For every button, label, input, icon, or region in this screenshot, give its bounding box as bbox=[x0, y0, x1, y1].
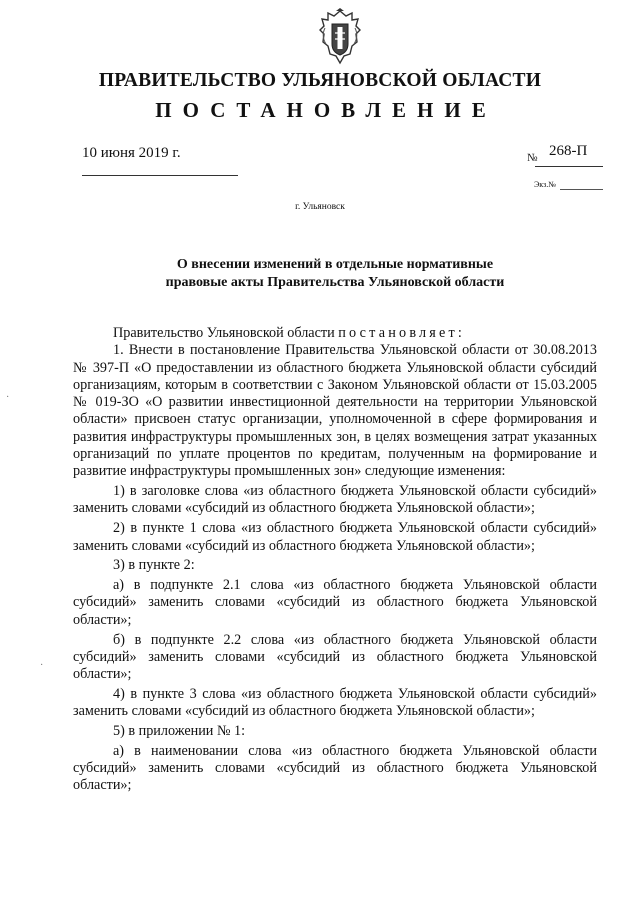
city-name: г. Ульяновск bbox=[295, 202, 345, 212]
paragraph-8: 5) в приложении № 1: bbox=[113, 723, 246, 740]
margin-mark: · bbox=[6, 392, 10, 403]
paragraph-7: 4) в пункте 3 слова «из областного бюджета Ульяновской области субсидий» заменить словами «субсидий из областного бюджета Ульяновской области»; bbox=[73, 685, 597, 720]
paragraph-4: 3) в пункте 2: bbox=[113, 557, 195, 574]
number-sign: № bbox=[527, 152, 538, 164]
copy-number-label: Экз.№ bbox=[534, 180, 556, 189]
coat-of-arms-icon bbox=[316, 8, 364, 66]
margin-mark: · bbox=[40, 660, 44, 671]
organization-title: ПРАВИТЕЛЬСТВО УЛЬЯНОВСКОЙ ОБЛАСТИ bbox=[98, 70, 542, 91]
paragraph-1: 1. Внести в постановление Правительства Ульяновской области от 30.08.2013 № 397-П «О предоставлении из областного бюджета Ульяновской области субсидий организациям, которым в соответствии с Законом Ульяновской области от 15.03.2005 № 019-ЗО «О развитии инвестиционной деятельности на территории Ульяновской области» присвоен статус организации, уполномоченной в сфере формирования и развития инфраструктуры промышленных зон, в целях возмещения затрат указанных организаций по уплате процентов по кредитам, полученным на формирование и развитие инфраструктуры промышленных зон» следующие изменения: bbox=[73, 342, 597, 480]
number-underline bbox=[535, 166, 603, 167]
paragraph-9: а) в наименовании слова «из областного бюджета Ульяновской области субсидий» заменить словами «субсидий из областного бюджета Ульяновской области»; bbox=[73, 742, 597, 794]
heading-line-2: правовые акты Правительства Ульяновской области bbox=[165, 275, 505, 290]
date-underline bbox=[82, 175, 238, 176]
document-heading bbox=[80, 256, 590, 292]
document-number: 268-П bbox=[549, 143, 588, 159]
copy-number-underline bbox=[560, 189, 603, 190]
document-type-title: ПОСТАНОВЛЕНИЕ bbox=[155, 98, 497, 122]
document-body bbox=[73, 325, 597, 795]
paragraph-6: б) в подпункте 2.2 слова «из областного бюджета Ульяновской области субсидий» заменить словами «субсидий из областного бюджета Ульяновской области»; bbox=[73, 631, 597, 683]
paragraph-5: а) в подпункте 2.1 слова «из областного бюджета Ульяновской области субсидий» заменить словами «субсидий из областного бюджета Ульяновской области»; bbox=[73, 577, 597, 628]
intro-verb: постановляет: bbox=[338, 325, 466, 341]
document-date: 10 июня 2019 г. bbox=[82, 145, 181, 161]
paragraph-3: 2) в пункте 1 слова «из областного бюджета Ульяновской области субсидий» заменить словами «субсидий из областного бюджета Ульяновской области»; bbox=[73, 520, 597, 554]
intro-paragraph bbox=[73, 325, 597, 342]
paragraph-2: 1) в заголовке слова «из областного бюджета Ульяновской области субсидий» заменить словами «субсидий из областного бюджета Ульяновской области»; bbox=[73, 483, 597, 517]
heading-line-1: О внесении изменений в отдельные нормативные bbox=[176, 257, 494, 272]
intro-subject: Правительство Ульяновской области bbox=[113, 325, 335, 341]
